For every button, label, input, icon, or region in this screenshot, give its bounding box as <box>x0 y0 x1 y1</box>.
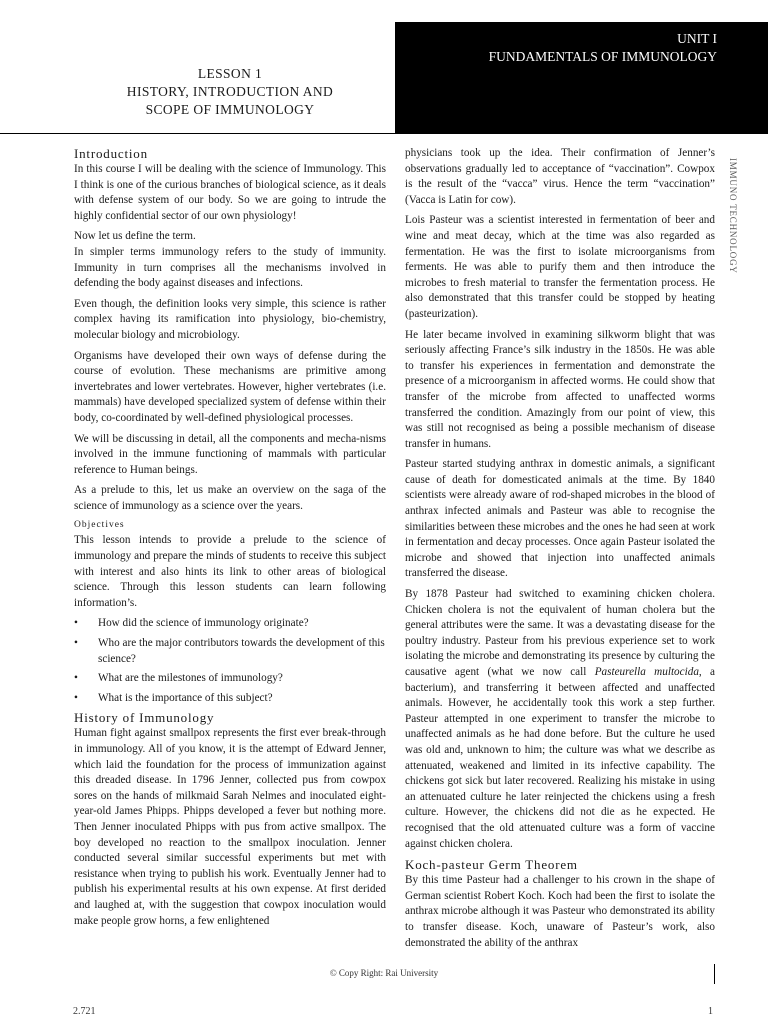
introduction-heading: Introduction <box>74 146 148 161</box>
definition-paragraph: In simpler terms immunology refers to the study of immunity. Immunity in turn comprises all the mechanisms involved in defending the body against diseases and infections. <box>74 245 386 290</box>
objectives-heading: Objectives <box>74 520 125 531</box>
bullet-icon: • <box>74 672 78 685</box>
unit-title: FUNDAMENTALS OF IMMUNOLOGY <box>488 49 717 64</box>
bullet-icon: • <box>74 637 78 650</box>
evolution-paragraph: Organisms have developed their own ways of defense during the course of evolution. These mechanisms are primitive among invertebrates and lower vertebrates. However, higher vertebrates (i.e. mammals) have developed specialized system of defense within their body, co-coordinated by well-defined physiological processes. <box>74 349 386 424</box>
header-rule <box>0 133 395 134</box>
list-item-text: Who are the major contributors towards the development of this science? <box>98 637 385 665</box>
mammals-paragraph: We will be discussing in detail, all the components and mecha-nisms involved in the immune functioning of mammals with particular reference to Human beings. <box>74 432 386 476</box>
list-item-text: What are the milestones of immunology? <box>98 672 283 685</box>
chicken-cholera-paragraph <box>405 587 715 852</box>
page-number: 1 <box>708 1006 713 1017</box>
objectives-list <box>74 616 386 706</box>
intro-paragraph: In this course I will be dealing with the science of Immunology. This I think is one of the curious branches of biological science, as it deals with defense system of our body. So we are going to intrude the highly confidential sector of our own physiology! <box>74 163 386 222</box>
pasteur-fermentation-paragraph: Lois Pasteur was a scientist interested in fermentation of beer and wine and meat decay, which at the time was also regarded as fermentation. He was the first to isolate microorganisms from ferments. He was able to purify them and then introduce the microbes to fresh material to transfer the fermentation process. He also demonstrated that this transfer could be stopped by heating (pasteurization). <box>405 214 715 320</box>
list-item <box>74 691 386 707</box>
list-item <box>74 616 386 632</box>
side-running-title: IMMUNO TECHNOLOGY <box>728 158 738 274</box>
unit-header-box <box>395 22 768 134</box>
species-name: Pasteurella multocida <box>594 666 699 678</box>
lesson-number: LESSON 1 <box>197 66 263 81</box>
list-item <box>74 671 386 687</box>
anthrax-paragraph: Pasteur started studying anthrax in domestic animals, a significant cause of death for domesticated animals at the time. By 1840 scientists were already aware of rod-shaped microbes in the blood of anthrax infected animals and Pasteur was able to recognise the similarities between these microbes and the ones he had seen at work in fermentation and decay processes. Once again Pasteur isolated the microbe and showed that injection into unaffected animals transferred the disease. <box>405 458 715 580</box>
bullet-icon: • <box>74 691 78 704</box>
left-column <box>74 146 386 934</box>
list-item-text: How did the science of immunology originate? <box>98 617 309 630</box>
define-line: Now let us define the term. <box>74 230 196 243</box>
right-column <box>405 146 715 956</box>
bullet-icon: • <box>74 617 78 630</box>
lesson-title-line-2: SCOPE OF IMMUNOLOGY <box>145 102 315 117</box>
objectives-paragraph: This lesson intends to provide a prelude to the science of immunology and prepare the minds of students to receive this subject with interest and also hints its link to other areas of biological science. Through this lesson students can learn following information’s. <box>74 534 386 609</box>
history-paragraph: Human fight against smallpox represents the first ever break-through in immunology. All of you know, it is the attempt of Edward Jenner, which laid the foundation for the process of immunization against this dreaded disease. In 1796 Jenner, collected pus from cowpox sores on the hands of milkmaid Sarah Nelmes and inoculated eight-year-old James Phipps. Phipps developed a fever but nothing more. Then Jenner inoculated Phipps with pus from active smallpox. The boy developed no reaction to the smallpox inoculation. Jenner conducted several similar successful experiments but met with resistance when trying to publish his work. Eventually Jenner had to publish his experimental results at his own expense. At first derided and laughed at, with the suggestion that cowpox inoculation would make people grow horns, a few enlightened <box>74 727 386 927</box>
koch-heading: Koch-pasteur Germ Theorem <box>405 857 578 873</box>
vaccination-paragraph: physicians took up the idea. Their confirmation of Jenner’s observations gradually led to acceptance of “vaccination”. Cowpox is the result of the “vacca” virus. Hence the term “vaccination” (Vacca is Latin for cow). <box>405 147 715 206</box>
koch-paragraph: By this time Pasteur had a challenger to his crown in the shape of German scientist Robert Koch. Koch had been the first to isolate the anthrax microbe although it was Pasteur who demonstrated its ability to transfer disease. Koch, unaware of Pasteur’s work, also demonstrated the ability of the anthrax <box>405 874 715 949</box>
list-item <box>74 636 386 667</box>
complexity-paragraph: Even though, the definition looks very simple, this science is rather complex having its ramification into physiology, bio-chemistry, molecular biology and microbiology. <box>74 297 386 341</box>
history-heading: History of Immunology <box>74 710 215 726</box>
unit-number: UNIT I <box>677 31 717 46</box>
silkworm-paragraph: He later became involved in examining silkworm blight that was seriously affecting France’s silk industry in the 1850s. He was able to transfer his experiences in fermentation and demonstrate the presence of a microorganism in affected worms. He could show that transfer of the microbe from affected to unaffected worms transferred the condition. Amazingly from our point of view, this was still not recognised as being a possible mechanism of disease transfer in humans. <box>405 328 715 450</box>
prelude-paragraph: As a prelude to this, let us make an overview on the saga of the science of immunology as a science over the years. <box>74 484 386 512</box>
chicken-cholera-text-a: By 1878 Pasteur had switched to examining chicken cholera. Chicken cholera is not the equivalent of human cholera but the general attributes were the same. It was a devastating disease for the poultry industry. Pasteur from his previous experience set to work isolating the microbe and demonstrating its presence by culturing the causative agent (what we now call <box>405 588 715 678</box>
lesson-title-line-1: HISTORY, INTRODUCTION AND <box>126 84 334 99</box>
course-code: 2.721 <box>73 1006 96 1017</box>
chicken-cholera-text-b: , a bacterium), and transferring it between affected and unaffected animals. However, he accidentally took this work a step further. Pasteur attempted in one experiment to transfer the microbe to unaffected animals as he had done before. But the culture he used was old and, unknown to him; the culture was what we describe as attenuated, weakened and limited in its infective capability. The chickens got sick but later recovered. Realizing his mistake in using an attenuated culture he later reinjected the chickens using a fresh culture. However, the chickens did not die as he expected. He recognised that the old attenuated culture was a form of vaccine against chicken cholera. <box>405 666 716 850</box>
copyright-notice: © Copy Right: Rai University <box>329 968 439 978</box>
list-item-text: What is the importance of this subject? <box>98 691 273 704</box>
lesson-title <box>70 65 390 119</box>
